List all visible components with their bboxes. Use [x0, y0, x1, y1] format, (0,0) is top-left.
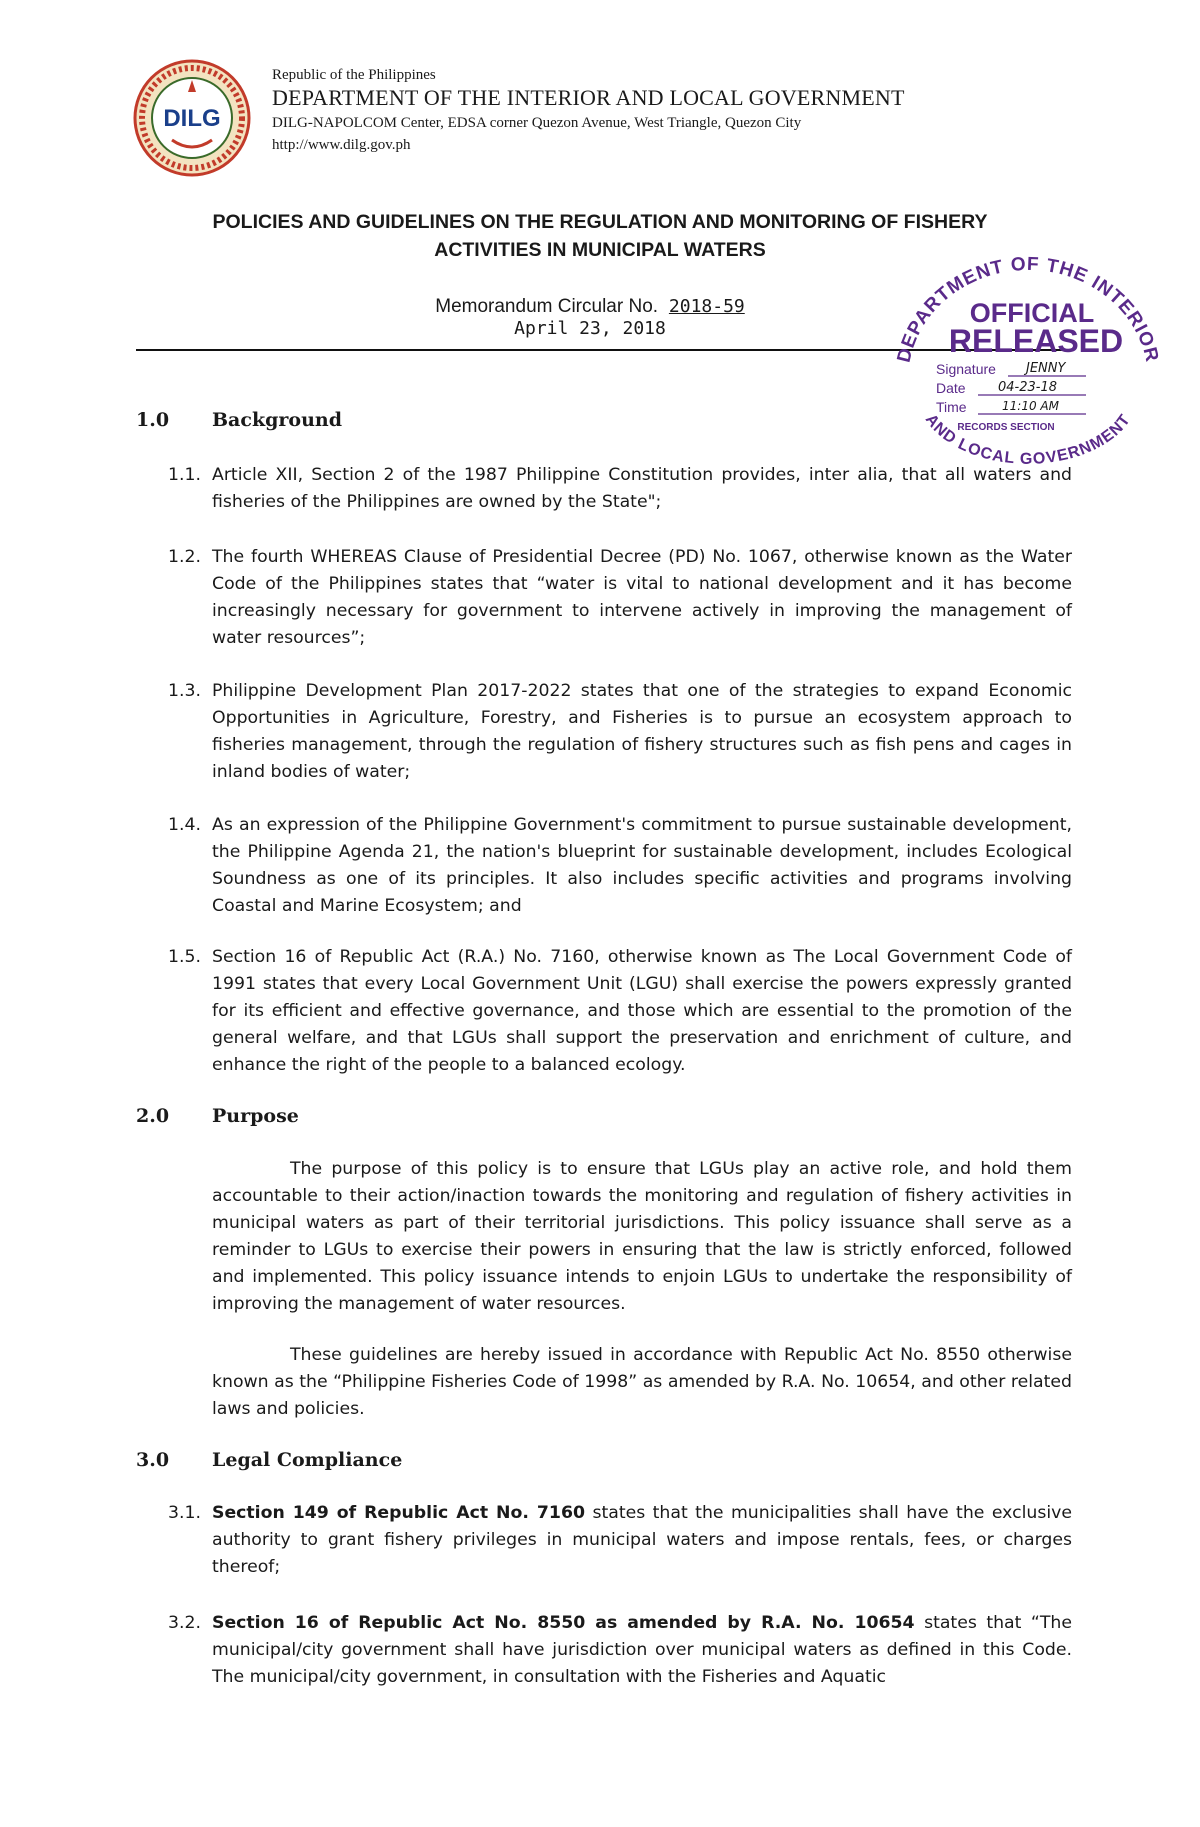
- item-number: 1.1.: [168, 465, 201, 485]
- svg-text:DILG: DILG: [163, 105, 221, 132]
- item-text: [212, 1500, 1072, 1581]
- svg-text:AND LOCAL GOVERNMENT: AND LOCAL GOVERNMENT: [921, 411, 1135, 468]
- letterhead-address: DILG-NAPOLCOM Center, EDSA corner Quezon Avenue, West Triangle, Quezon City: [272, 115, 802, 131]
- item-body: states that “The municipal/city government shall have jurisdiction over municipal waters as defined in this Code. The municipal/city government, in consultation with the Fisheries and Aquatic: [212, 1613, 1073, 1687]
- svg-text:OFFICIAL: OFFICIAL: [969, 298, 1095, 328]
- section-title: Background: [212, 409, 342, 431]
- official-released-stamp: [886, 250, 1170, 478]
- section-number: 2.0: [136, 1105, 170, 1127]
- svg-text:11:10 AM: 11:10 AM: [1002, 399, 1059, 413]
- section-number: 1.0: [136, 409, 170, 431]
- item-number: 3.1.: [168, 1503, 201, 1523]
- svg-text:DEPARTMENT OF THE INTERIOR: DEPARTMENT OF THE INTERIOR: [893, 253, 1163, 365]
- list-item: [168, 1610, 1072, 1691]
- memo-date: April 23, 2018: [514, 318, 666, 339]
- memo-number: 2018-59: [668, 296, 745, 317]
- title-line-2: ACTIVITIES IN MUNICIPAL WATERS: [434, 239, 766, 261]
- svg-text:Date: Date: [936, 380, 966, 396]
- item-number: 1.3.: [168, 681, 201, 701]
- list-item: [168, 1500, 1072, 1581]
- svg-text:RECORDS SECTION: RECORDS SECTION: [957, 422, 1055, 433]
- section-background: [136, 406, 1071, 434]
- letterhead-url: http://www.dilg.gov.ph: [272, 137, 411, 153]
- item-number: 1.5.: [168, 947, 201, 967]
- item-bold-reference: Section 149 of Republic Act No. 7160: [212, 1503, 586, 1523]
- purpose-paragraph-2: These guidelines are hereby issued in accordance with Republic Act No. 8550 otherwise known as the “Philippine Fisheries Code of 1998” as amended by R.A. No. 10654, and other related laws and policies.: [212, 1345, 1072, 1419]
- item-text: The fourth WHEREAS Clause of Presidential Decree (PD) No. 1067, otherwise known as the Water Code of the Philippines states that “water is vital to national development and it has become increasingly necessary for government to intervene actively in improving the management of water resources”;: [212, 547, 1072, 648]
- title-line-1: POLICIES AND GUIDELINES ON THE REGULATION AND MONITORING OF FISHERY: [212, 211, 988, 233]
- section-number: 3.0: [136, 1449, 170, 1471]
- letterhead: [272, 66, 1032, 156]
- item-text: Section 16 of Republic Act (R.A.) No. 7160, otherwise known as The Local Government Code of 1991 states that every Local Government Unit (LGU) shall exercise the powers expressly granted for its efficient and effective governance, and those which are essential to the promotion of the general welfare, and that LGUs shall support the preservation and enrichment of culture, and enhance the right of the people to a balanced ecology.: [212, 947, 1072, 1075]
- item-text: [212, 1610, 1072, 1691]
- purpose-paragraph-1: The purpose of this policy is to ensure that LGUs play an active role, and hold them accountable to their action/inaction towards the monitoring and regulation of fishery activities in municipal waters as part of their territorial jurisdictions. This policy issuance shall serve as a reminder to LGUs to exercise their powers in ensuring that the law is strictly enforced, followed and implemented. This policy issuance intends to enjoin LGUs to undertake the responsibility of improving the management of water resources.: [212, 1159, 1072, 1314]
- item-number: 1.4.: [168, 815, 201, 835]
- svg-text:04-23-18: 04-23-18: [998, 380, 1058, 395]
- item-number: 3.2.: [168, 1613, 201, 1633]
- list-item: [168, 812, 1072, 920]
- memo-label: Memorandum Circular No.: [435, 296, 659, 317]
- list-item: [168, 678, 1072, 786]
- svg-text:RELEASED: RELEASED: [948, 323, 1124, 359]
- item-number: 1.2.: [168, 547, 201, 567]
- memo-block: [360, 296, 820, 340]
- section-purpose: [136, 1102, 1071, 1130]
- list-item: [168, 944, 1072, 1079]
- dilg-seal-logo: [132, 58, 252, 178]
- section-title: Purpose: [212, 1105, 299, 1127]
- section-heading: [136, 1446, 1071, 1474]
- letterhead-republic: Republic of the Philippines: [272, 67, 436, 83]
- svg-text:JENNY: JENNY: [1026, 361, 1066, 376]
- item-body: states that the municipalities shall have the exclusive authority to grant fishery privileges in municipal waters and impose rentals, fees, or charges thereof;: [212, 1503, 1073, 1577]
- item-text: As an expression of the Philippine Government's commitment to pursue sustainable development, the Philippine Agenda 21, the nation's blueprint for sustainable development, includes Ecological Soundness as one of its principles. It also includes specific activities and programs involving Coastal and Marine Ecosystem; and: [212, 815, 1072, 916]
- svg-text:Time: Time: [936, 399, 967, 415]
- section-legal-compliance: [136, 1446, 1071, 1474]
- section-title: Legal Compliance: [212, 1449, 403, 1471]
- letterhead-department: DEPARTMENT OF THE INTERIOR AND LOCAL GOVERNMENT: [272, 85, 905, 110]
- list-item: [168, 544, 1072, 652]
- item-text: Article XII, Section 2 of the 1987 Philippine Constitution provides, inter alia, that all waters and fisheries of the Philippines are owned by the State";: [212, 465, 1072, 512]
- list-item: [168, 462, 1072, 516]
- item-text: Philippine Development Plan 2017-2022 states that one of the strategies to expand Economic Opportunities in Agriculture, Forestry, and Fisheries is to pursue an ecosystem approach to fisheries management, through the regulation of fishery structures such as fish pens and cages in inland bodies of water;: [212, 681, 1072, 782]
- section-heading: [136, 406, 1071, 434]
- section-heading: [136, 1102, 1071, 1130]
- svg-text:Signature: Signature: [936, 361, 996, 377]
- item-bold-reference: Section 16 of Republic Act No. 8550 as amended by R.A. No. 10654: [212, 1613, 915, 1633]
